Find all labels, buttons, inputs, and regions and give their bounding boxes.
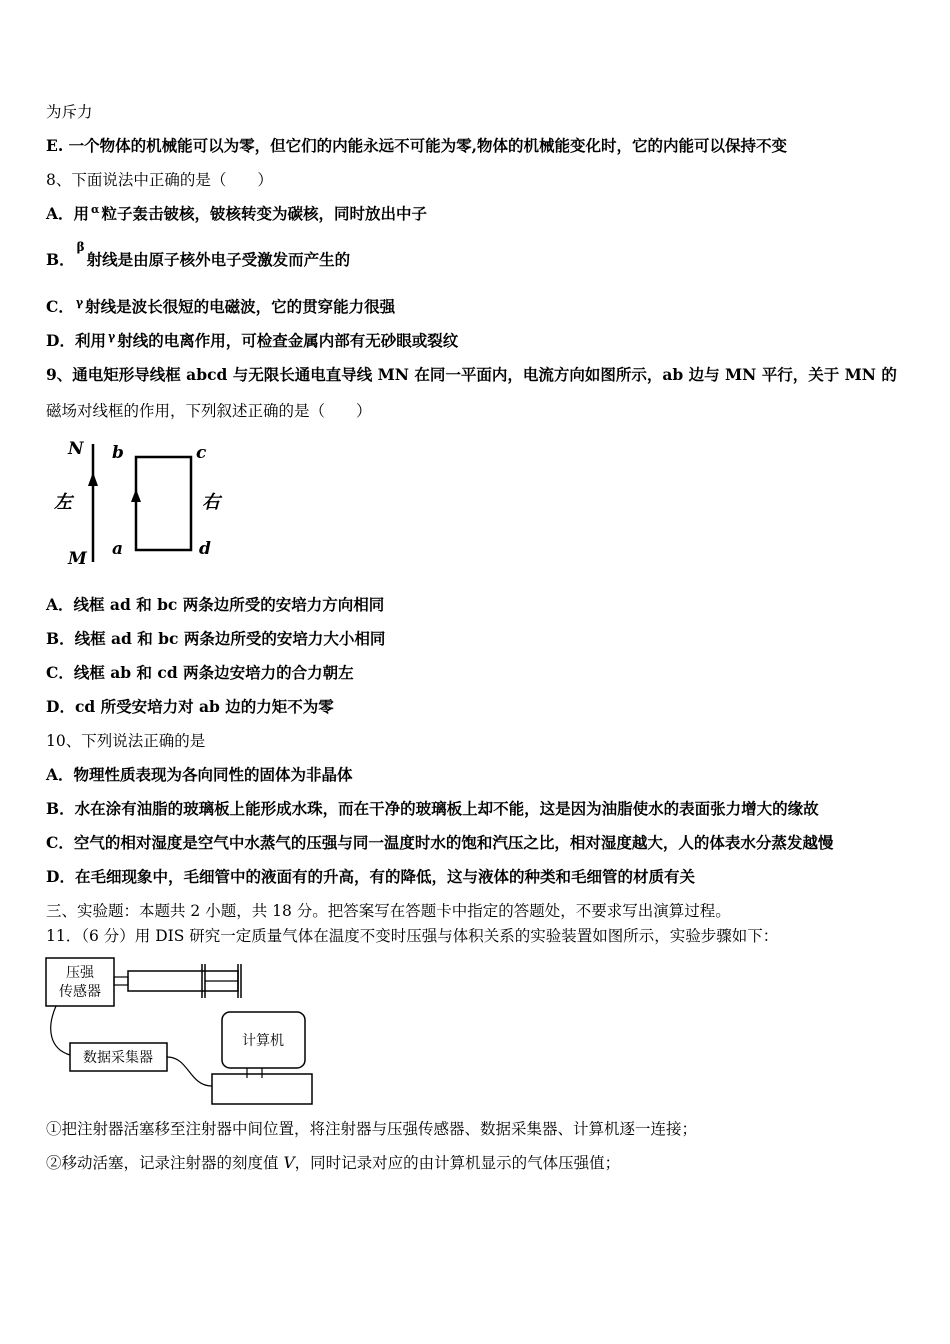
option-8a: A．用 $^\alpha$ 粒子轰击铍核，铍核转变为碳核，同时放出中子 — [46, 203, 428, 223]
section-3-heading: 三、实验题：本题共 2 小题，共 18 分。把答案写在答题卡中指定的答题处，不要求写出演算过程。 — [46, 902, 731, 920]
label-a: a — [112, 539, 124, 559]
label-b: b — [112, 443, 124, 463]
cable — [51, 1006, 70, 1055]
question-8: 8、下面说法中正确的是（ ） — [46, 171, 273, 189]
label-m: M — [68, 549, 87, 569]
label-right: 右 — [202, 492, 220, 513]
option-9c: C．线框 ab 和 cd 两条边安培力的合力朝左 — [46, 663, 354, 682]
label-n: N — [68, 439, 84, 459]
question-11: 11．（6 分）用 DIS 研究一定质量气体在温度不变时压强与体积关系的实验装置如图所示，实验步骤如下： — [46, 927, 779, 945]
question-9-line1: 9、通电矩形导线框 abcd 与无限长通电直导线 MN 在同一平面内，电流方向如图所示，ab 边与 MN 平行，关于 MN 的 — [46, 365, 897, 384]
option-9d: D．cd 所受安培力对 ab 边的力矩不为零 — [46, 697, 334, 716]
step-1: ①把注射器活塞移至注射器中间位置，将注射器与压强传感器、数据采集器、计算机逐一连接； — [46, 1120, 698, 1138]
arrow-up-icon — [131, 489, 141, 502]
option-9b: B．线框 ad 和 bc 两条边所受的安培力大小相同 — [46, 629, 386, 648]
text-line: 为斥力 — [46, 103, 93, 121]
computer-label: 计算机 — [242, 1033, 284, 1049]
option-10d: D．在毛细现象中，毛细管中的液面有的升高，有的降低，这与液体的种类和毛细管的材质有关 — [46, 867, 695, 886]
option-10c: C．空气的相对湿度是空气中水蒸气的压强与同一温度时水的饱和汽压之比，相对湿度越大，人的体表水分蒸发越慢 — [46, 833, 834, 852]
wire-frame-figure — [46, 432, 236, 572]
computer-base — [212, 1074, 312, 1104]
label-d: d — [199, 539, 211, 559]
sensor-connector — [114, 977, 128, 985]
option-8d: D．利用 $^\gamma$ 射线的电离作用，可检查金属内部有无砂眼或裂纹 — [46, 330, 459, 350]
option-e: E. 一个物体的机械能可以为零，但它们的内能永远不可能为零,物体的机械能变化时，它的内能可以保持不变 — [46, 136, 788, 155]
cable — [167, 1057, 212, 1086]
question-9-line2: 磁场对线框的作用，下列叙述正确的是（ ） — [46, 402, 372, 420]
arrow-up-icon — [88, 472, 98, 486]
option-9a: A．线框 ad 和 bc 两条边所受的安培力方向相同 — [46, 595, 385, 614]
label-c: c — [196, 443, 207, 463]
sensor-label-2: 传感器 — [59, 984, 101, 1000]
dis-apparatus-figure — [44, 954, 319, 1108]
step-2: ②移动活塞，记录注射器的刻度值 V，同时记录对应的由计算机显示的气体压强值； — [46, 1154, 621, 1172]
option-10b: B．水在涂有油脂的玻璃板上能形成水珠，而在干净的玻璃板上却不能，这是因为油脂使水的表面张力增大的缘故 — [46, 799, 819, 818]
option-8b: B．$^\beta$射线是由原子核外电子受激发而产生的 — [46, 240, 351, 269]
option-8c: C． $^\gamma$ 射线是波长很短的电磁波，它的贯穿能力很强 — [46, 296, 396, 316]
sensor-label-1: 压强 — [66, 965, 94, 981]
question-10: 10、下列说法正确的是 — [46, 732, 206, 750]
collector-label: 数据采集器 — [83, 1050, 153, 1066]
option-10a: A．物理性质表现为各向同性的固体为非晶体 — [46, 765, 353, 784]
rectangle-frame — [136, 457, 191, 550]
label-left: 左 — [54, 492, 72, 513]
